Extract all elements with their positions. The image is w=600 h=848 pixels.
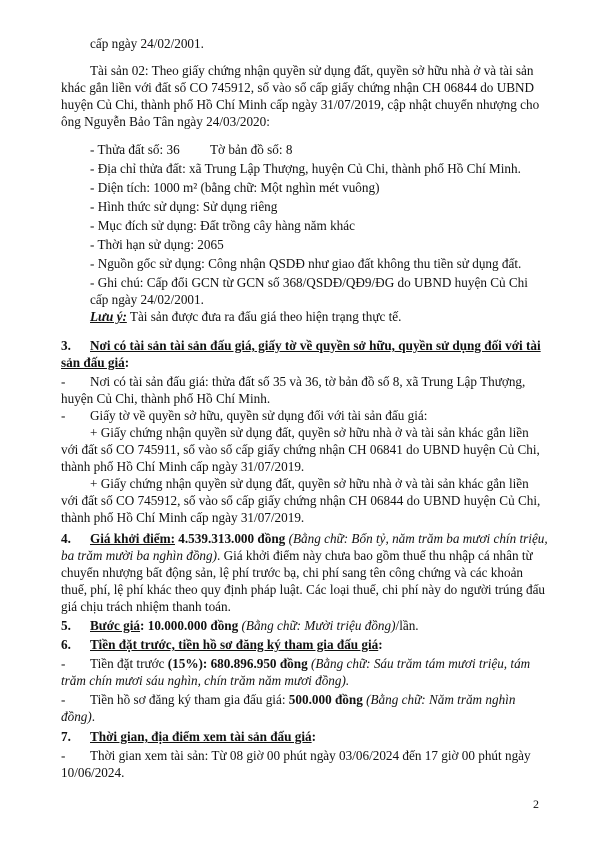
registration-fee-cont	[61, 709, 95, 725]
deposit-label: Tiền đặt trước	[90, 656, 168, 671]
section-6-title-text: Tiền đặt trước, tiền hồ sơ đăng ký tham gia đấu giá	[90, 637, 379, 652]
starting-price-words: (Bằng chữ: Bốn tỷ, năm trăm ba mươi chín triệu,	[285, 531, 548, 546]
section-6-title	[90, 637, 383, 653]
section-3-title-cont: sản đấu giá	[61, 355, 125, 370]
asset2-intro-line: khác gắn liền với đất số CO 745912, số vào sổ cấp giấy chứng nhận CH 06844 do UBND	[61, 80, 535, 95]
starting-price-text: chuyển nhượng bất động sản, lệ phí trước bạ, chi phí sang tên công chứng và các khoản	[61, 565, 524, 580]
starting-price-text: giá chịu trách nhiệm thanh toán.	[61, 599, 231, 614]
viewing-time: Thời gian xem tài sản: Từ 08 giờ 00 phút ngày 03/06/2024 đến 17 giờ 00 phút ngày	[90, 748, 531, 763]
fee-words: đồng)	[61, 709, 92, 724]
asset-location: Nơi có tài sản đấu giá: thửa đất số 35 và 36, tờ bản đồ số 8, xã Trung Lập Thượng,	[90, 374, 526, 389]
starting-price-cont	[61, 548, 533, 564]
asset2-intro-line: Tài sản 02: Theo giấy chứng nhận quyền sử dụng đất, quyền sở hữu nhà ở và tài sản	[90, 63, 534, 78]
certificate-2: thành phố Hồ Chí Minh cấp ngày 31/07/2019.	[61, 510, 305, 525]
parcel-area: - Diện tích: 1000 m² (bằng chữ: Một nghìn mét vuông)	[90, 180, 380, 195]
bullet-dash: -	[61, 656, 66, 671]
asset-location: huyện Củ Chi, thành phố Hồ Chí Minh.	[61, 391, 271, 406]
section-7-title-text: Thời gian, địa điểm xem tài sản đấu giá	[90, 729, 312, 744]
section-3-title	[61, 355, 129, 371]
bid-step-colon: :	[140, 618, 145, 633]
section-7-title	[90, 729, 316, 745]
bid-step-tail: /lần.	[395, 618, 419, 633]
asset2-caution	[90, 309, 401, 325]
fee-end: .	[91, 709, 96, 724]
deposit-words: (Bằng chữ: Sáu trăm tám mươi triệu, tám	[307, 656, 531, 671]
certificate-1: + Giấy chứng nhận quyền sử dụng đất, quyền sở hữu nhà ở và tài sản khác gắn liền	[90, 425, 529, 440]
certificate-1: với đất số CO 745911, số vào sổ cấp giấy chứng nhận CH 06841 do UBND huyện Củ Chi,	[61, 442, 540, 457]
deposit	[90, 656, 530, 672]
use-origin: - Nguồn gốc sử dụng: Công nhận QSDĐ như giao đất không thu tiền sử dụng đất.	[90, 256, 522, 271]
asset2-note: - Ghi chú: Cấp đổi GCN từ GCN số 368/QSDĐ/QĐ9/ĐG do UBND huyện Củ Chi	[90, 275, 528, 290]
bid-step-amount: 10.000.000 đồng	[144, 618, 239, 633]
asset2-intro-line: huyện Củ Chi, thành phố Hồ Chí Minh cấp ngày 31/07/2019, cập nhật chuyển nhượng cho	[61, 97, 540, 112]
bullet-dash: -	[61, 748, 66, 763]
caution-label: Lưu ý:	[90, 309, 127, 324]
certificate-2: + Giấy chứng nhận quyền sử dụng đất, quyền sở hữu nhà ở và tài sản khác gắn liền	[90, 476, 529, 491]
starting-price-label: Giá khởi điểm:	[90, 531, 175, 546]
starting-price-text: . Giá khởi điểm này chưa bao gồm thuế thu nhập cá nhân từ	[217, 548, 533, 563]
section-3-title: Nơi có tài sản tài sản đấu giá, giấy tờ về quyền sở hữu, quyền sử dụng đối với tài	[90, 338, 541, 353]
deposit-words: trăm chín mươi sáu nghìn, chín trăm năm mươi đồng).	[61, 673, 350, 688]
use-purpose: - Mục đích sử dụng: Đất trồng cây hàng năm khác	[90, 218, 355, 233]
caution-text: Tài sản được đưa ra đấu giá theo hiện trạng thực tế.	[126, 309, 402, 324]
starting-price-text: thuế, phí, lệ phí khác theo quy định pháp luật. Các loại thuế, chi phí này do người trúng đấu	[61, 582, 546, 597]
fee-amount: 500.000 đồng	[288, 692, 363, 707]
certificate-1: thành phố Hồ Chí Minh cấp ngày 31/07/2019.	[61, 459, 305, 474]
certificate-2: với đất số CO 745912, số vào sổ cấp giấy chứng nhận CH 06844 do UBND huyện Củ Chi,	[61, 493, 541, 508]
use-form: - Hình thức sử dụng: Sử dụng riêng	[90, 199, 278, 214]
asset2-intro-line: ông Nguyễn Bảo Tân ngày 24/03/2020:	[61, 114, 270, 129]
section-3-title-colon: :	[124, 355, 130, 370]
map-sheet-number: Tờ bản đồ số: 8	[210, 142, 293, 157]
asset2-prev-tail: cấp ngày 24/02/2001.	[90, 36, 204, 51]
section-7-title-colon: :	[311, 729, 317, 744]
registration-fee	[90, 692, 515, 708]
fee-words: (Bằng chữ: Năm trăm nghìn	[362, 692, 516, 707]
starting-price-words: ba trăm mười ba nghìn đồng)	[61, 548, 217, 563]
section-5-number: 5.	[61, 618, 71, 633]
bullet-dash: -	[61, 374, 66, 389]
bid-step-label: Bước giá	[90, 618, 141, 633]
bullet-dash: -	[61, 408, 66, 423]
section-3-number: 3.	[61, 338, 71, 353]
section-4-number: 4.	[61, 531, 71, 546]
page-number: 2	[533, 797, 539, 811]
bid-step-words: (Bằng chữ: Mười triệu đồng)	[238, 618, 396, 633]
section-6-title-colon: :	[378, 637, 383, 652]
bullet-dash: -	[61, 692, 66, 707]
ownership-docs-heading: Giấy tờ về quyền sở hữu, quyền sử dụng đối với tài sản đấu giá:	[90, 408, 428, 423]
section-6-number: 6.	[61, 637, 71, 652]
parcel-address: - Địa chỉ thửa đất: xã Trung Lập Thượng, huyện Củ Chi, thành phố Hồ Chí Minh.	[90, 161, 521, 176]
asset2-note: cấp ngày 24/02/2001.	[90, 292, 204, 307]
viewing-time: 10/06/2024.	[61, 765, 125, 780]
fee-label: Tiền hồ sơ đăng ký tham gia đấu giá:	[90, 692, 289, 707]
use-term: - Thời hạn sử dụng: 2065	[90, 237, 224, 252]
starting-price	[90, 531, 548, 547]
bid-step	[90, 618, 419, 634]
starting-price-amount: 4.539.313.000 đồng	[174, 531, 286, 546]
deposit-amount: (15%): 680.896.950 đồng	[167, 656, 308, 671]
section-7-number: 7.	[61, 729, 71, 744]
parcel-number: - Thửa đất số: 36	[90, 142, 180, 157]
